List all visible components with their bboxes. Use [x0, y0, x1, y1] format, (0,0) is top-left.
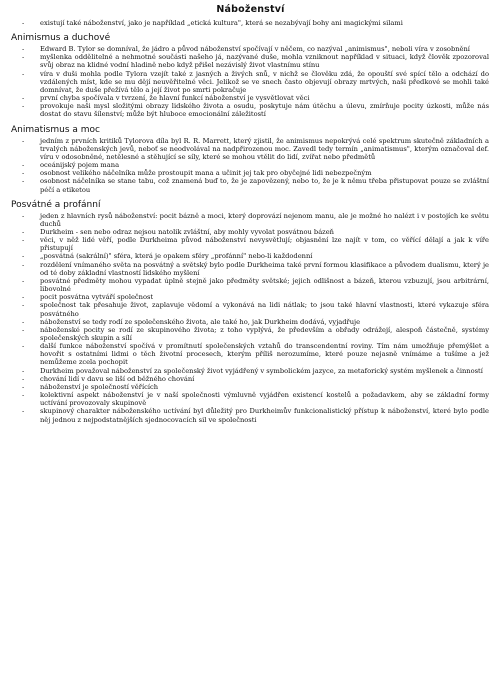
- list-item: - myšlenka oddělitelné a nehmotné součásti našeho já, nazývané duše, mohla vzniknout například v situaci, když člověk zpozoroval svůj obraz na klidné vodní hladině nebo když přišel nezávislý život vlastnímu stínu: [10, 53, 491, 69]
- list-item: - první chyba spočívala v tvrzení, že hlavní funkcí náboženství je vysvětlovat věci: [10, 94, 491, 102]
- list-item: - náboženství je společností věřících: [10, 383, 491, 391]
- section-list-animatismus: [10, 137, 491, 194]
- list-item: - Edward B. Tylor se domníval, že jádro a původ náboženství spočívají v něčem, co nazýval „animismus", neboli víra v zosobnění: [10, 45, 491, 53]
- list-item: - náboženské pocity se rodí ze skupinového života; z toho vyplývá, že především a obřady odrážejí, alespoň částečně, systémy společenských skupin a sílí: [10, 326, 491, 342]
- list-item: - chování lidí v davu se liší od běžného chování: [10, 375, 491, 383]
- list-item: - náboženství se tedy rodí ze společenského života, ale také ho, jak Durkheim dodává, vyjadřuje: [10, 318, 491, 326]
- list-item: - Durkheim považoval náboženství za společenský život vyjádřený v symbolickém jazyce, za metaforický systém myšlenek a činností: [10, 367, 491, 375]
- page-title: Náboženství: [216, 4, 285, 15]
- list-item: - oceánijský pojem mana: [10, 161, 491, 169]
- list-item: - osobnost velikého náčelníka může prostoupit mana a učinit jej tak pro obyčejné lidi nebezpečným: [10, 169, 491, 177]
- list-item: - společnost tak přesahuje život, zaplavuje vědomí a vykonává na lidi nátlak; to jsou také hlavní vlastnosti, které vykazuje sféra posvátného: [10, 301, 491, 317]
- list-item: - kolektivní aspekt náboženství je v naší společnosti výmluvně vyjádřen existencí kostelů a požadavkem, aby se základní formy uctívání provozovaly skupinově: [10, 391, 491, 407]
- list-item: - jeden z hlavních rysů náboženství: pocit bázně a moci, který doprovází nejenom manu, ale je možné ho nalézt i v postojích ke světu duchů: [10, 212, 491, 228]
- list-item: - jedním z prvních kritiků Tylorova díla byl R. R. Marrett, který zjistil, že animismus nepokrývá celé spektrum skutečně základních a trvalých náboženských jevů, neboť se neodvolával na nadpřirozenou moc. Zavedl tedy termín „animatismus", kterým označoval def. víru v odosobněné, netělesné a stěhující se síly, které se mohou vtělit do lidí, zvířat nebo předmětů: [10, 137, 491, 161]
- section-heading-animatismus: Animatismus a moc: [11, 124, 100, 135]
- list-item: - pocit posvátna vytváří společnost: [10, 293, 491, 301]
- list-item: - „posvátná (sakrální)" sféra, která je opakem sféry „profánní" nebo-li každodenní: [10, 252, 491, 260]
- section-heading-animismus: Animismus a duchové: [11, 33, 111, 44]
- list-item: - další funkce náboženství spočívá v promítnutí společenských vztahů do transcendentní roviny. Tím nám umožňuje přemýšlet a hovořit s ostatními lidmi o těch životní procesech, kterým příliš nerozumíme, které pouze nejasně vnímáme a tušíme a jež nemůžeme zcela pochopit: [10, 342, 491, 366]
- list-item: - Durkheim - sen nebo odraz nejsou natolik zvláštní, aby mohly vyvolat posvátnou bázeň: [10, 228, 491, 236]
- list-item: - osobnost náčelníka se stane tabu, což znamená buď to, že je zapovězený, nebo to, že je k němu třeba přistupovat pouze se zvláštní péčí a etiketou: [10, 177, 491, 193]
- list-item: - posvátné předměty mohou vypadat úplně stejně jako předměty světské; jejich odlišnost a bázeň, kterou vzbuzují, jsou arbitrární, libovolné: [10, 277, 491, 293]
- list-item: - existují také náboženství, jako je například „etická kultura", která se nezabývají bohy ani magickými silami: [10, 19, 491, 27]
- section-heading-posvatne: Posvátné a profánní: [11, 199, 101, 210]
- intro-list: [10, 19, 491, 27]
- section-list-animismus: [10, 45, 491, 118]
- list-item: - věci, v něž lidé věří, podle Durkheima původ náboženství nevysvětlují; objasnění lze najít v tom, co věřící dělají a jak k víře přistupují: [10, 236, 491, 252]
- list-item: - rozdělení vnímaného světa na posvátný a světský bylo podle Durkheima také první formou klasifikace a původem dualismu, který je od té doby základní vlastností lidského myšlení: [10, 261, 491, 277]
- list-item: - skupinový charakter náboženského uctívání byl důležitý pro Durkheimův funkcionalistický přístup k náboženství, které bylo podle něj jednou z nejpodstatnějších sjednocovacích sil ve společnosti: [10, 407, 491, 423]
- list-item: - víra v duši mohla podle Tylora vzejít také z jasných a živých snů, v nichž se člověku zdá, že opouští své spící tělo a odchází do vzdálených míst, kde se mu dějí neuvěřitelné věci. Jelikož se ve snech často objevují obrazy mrtvých, naši předkové se mohli také domnívat, že duše přežívá tělo a její život po smrti pokračuje: [10, 70, 491, 94]
- list-item: - provokuje naši mysl složitými obrazy lidského života a osudu, poskytuje nám útěchu a úlevu, zmírňuje pocity úzkosti, může nás dostat do stavu šílenství; může být hluboce emocionální záležitostí: [10, 102, 491, 118]
- section-list-posvatne: [10, 212, 491, 424]
